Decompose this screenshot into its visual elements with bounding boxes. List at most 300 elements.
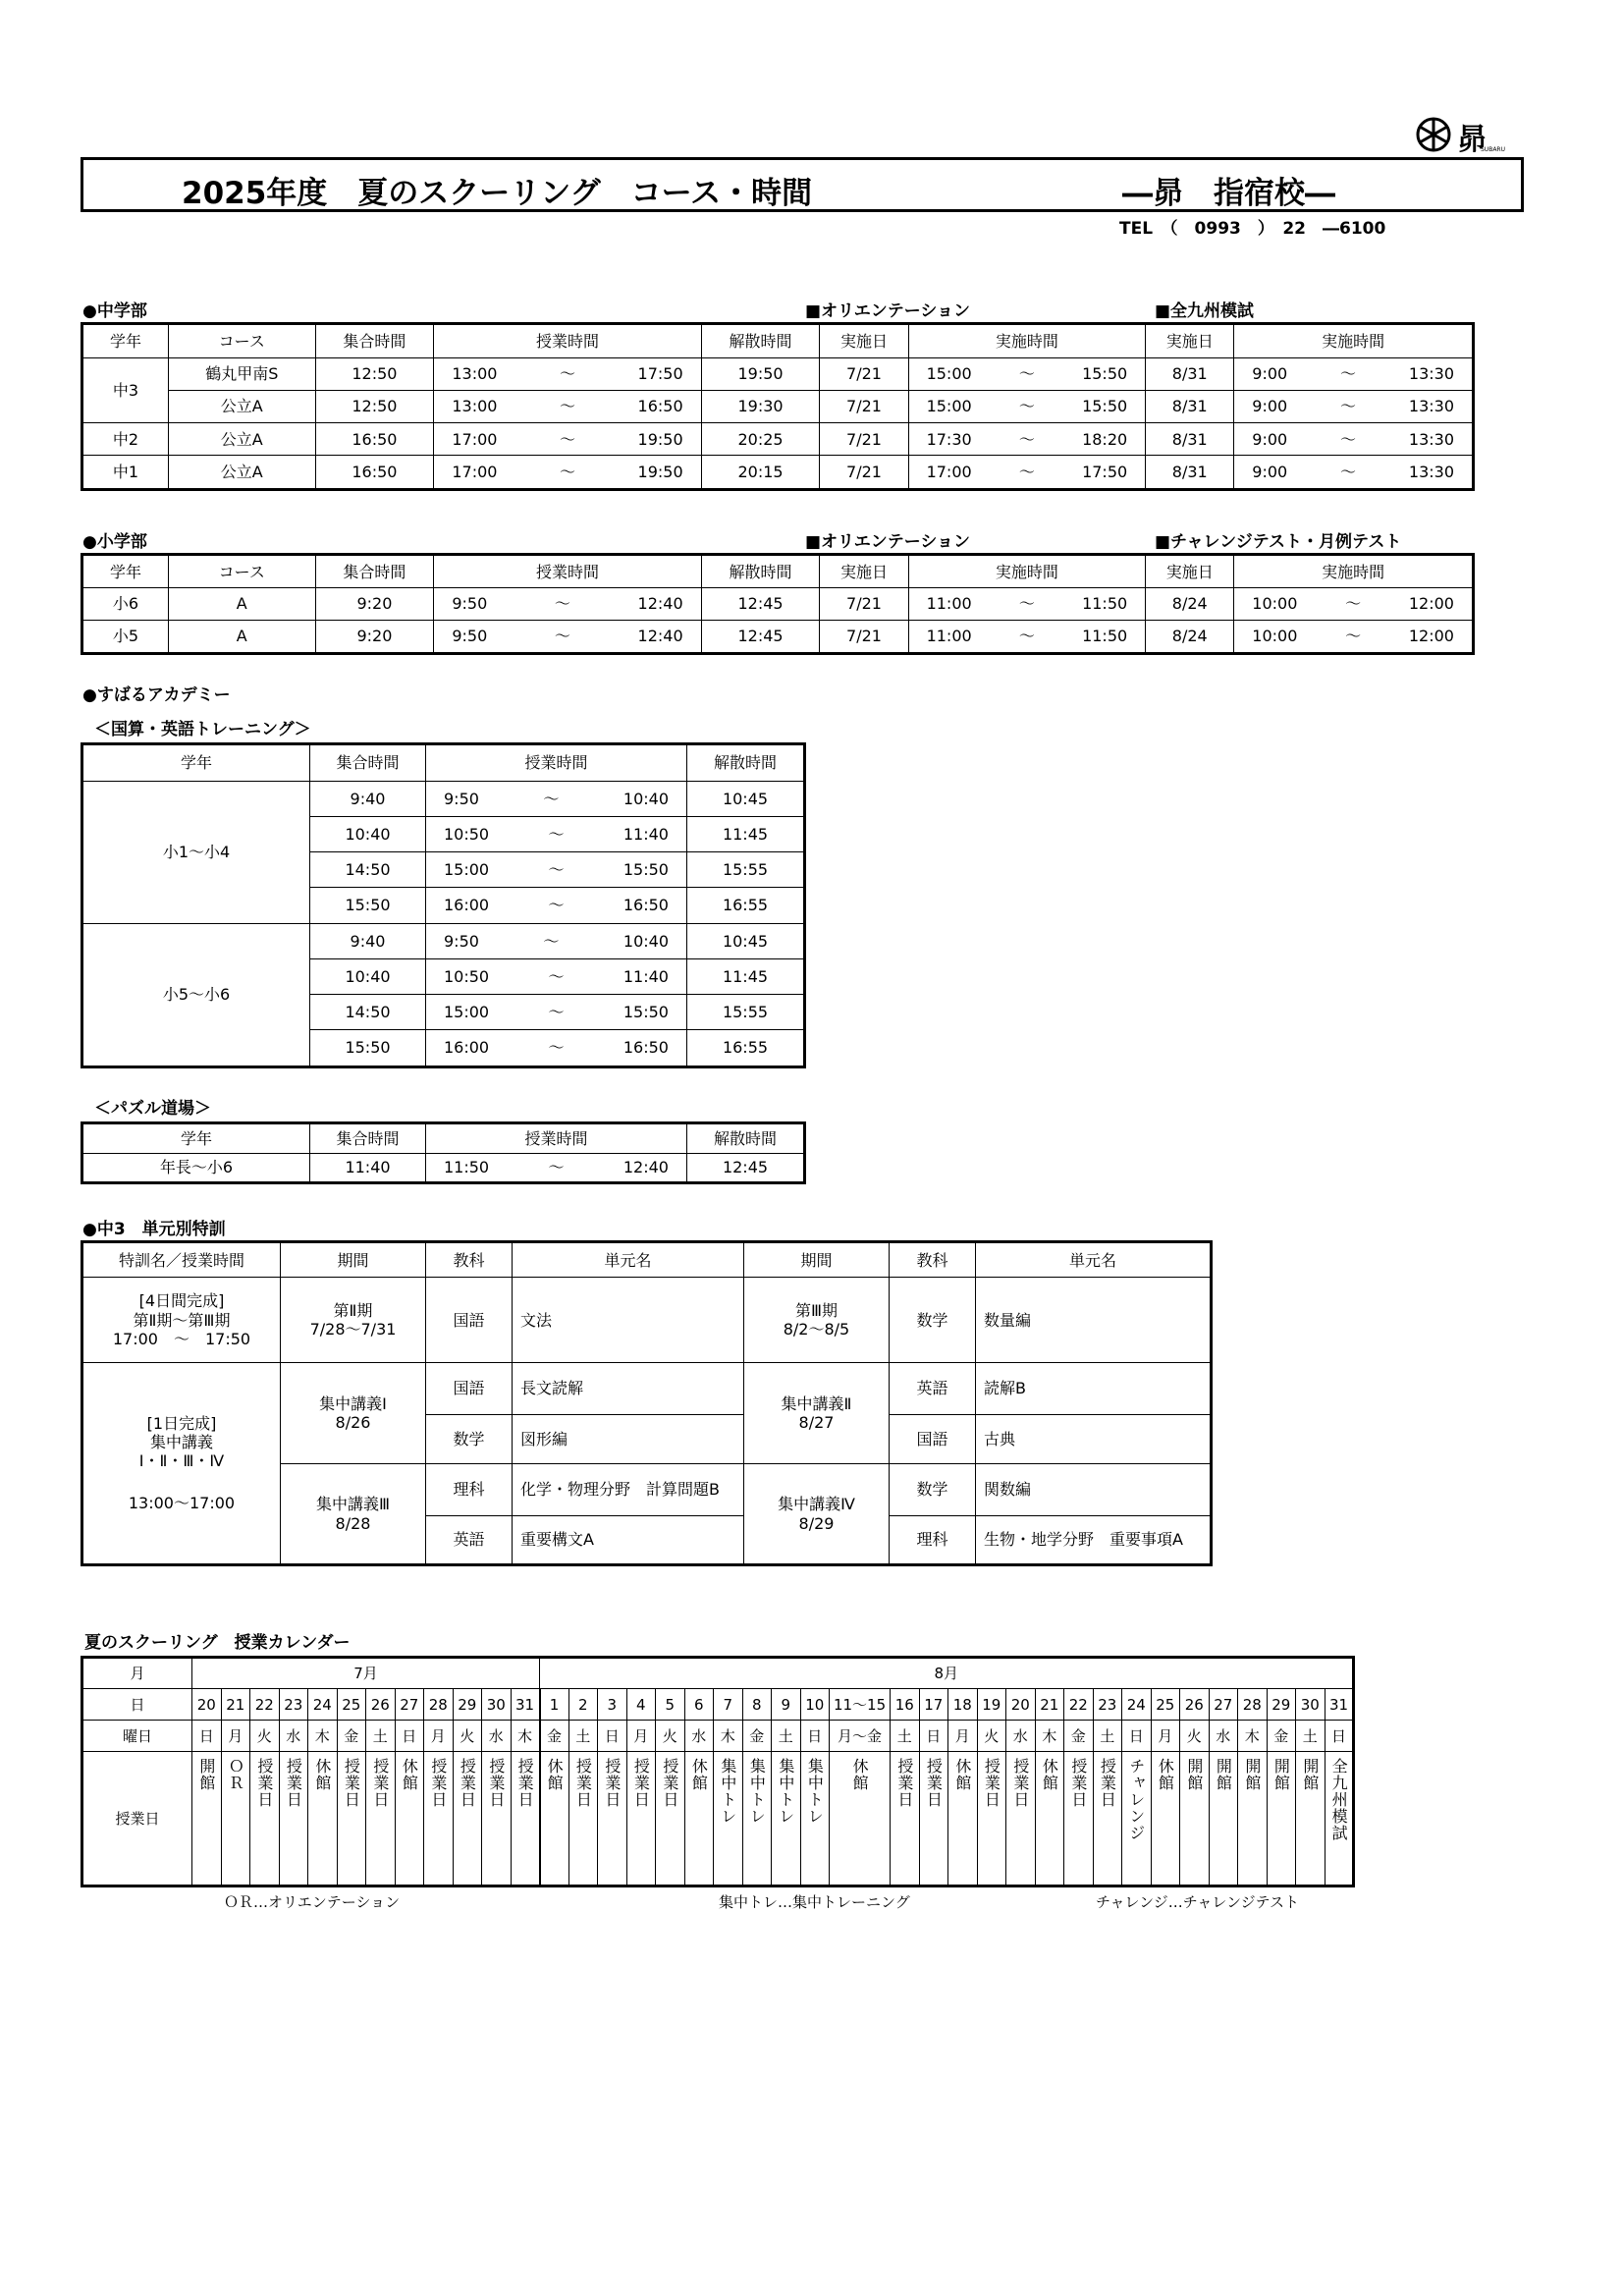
jh-section-label: ●中学部 — [82, 301, 147, 321]
dismiss-cell: 11:45 — [687, 817, 805, 852]
elem-test-label: ■チャレンジテスト・月例テスト — [1155, 532, 1402, 552]
col-header: 授業時間 — [426, 744, 687, 782]
calendar-entry — [684, 1752, 714, 1886]
calendar-weekday: 月 — [221, 1721, 250, 1752]
tilde: ～ — [1018, 463, 1035, 481]
tilde: ～ — [559, 429, 575, 449]
elem-table — [81, 553, 1475, 655]
period-dates: 8/2～8/5 — [783, 1320, 850, 1339]
test-time — [1234, 620, 1474, 653]
calendar-day: 6 — [684, 1689, 714, 1721]
calendar-note: 集中トレ…集中トレーニング — [719, 1893, 910, 1911]
dismiss-cell: 16:55 — [687, 1030, 805, 1067]
calendar-weekday: 金 — [337, 1721, 366, 1752]
period-cell — [281, 1363, 426, 1464]
class-time-cell — [434, 390, 701, 422]
unit-cell: 化学・物理分野 計算問題B — [513, 1464, 744, 1515]
tilde: ～ — [1345, 594, 1362, 614]
calendar-weekday: 土 — [1093, 1721, 1122, 1752]
tilde: ～ — [548, 1002, 565, 1021]
orientation-time — [908, 588, 1146, 621]
jh-exam-label: ■全九州模試 — [1155, 301, 1255, 321]
grade-cell: 小5～小6 — [82, 923, 310, 1066]
grade-cell: 中1 — [82, 456, 169, 490]
calendar-note: チャレンジ…チャレンジテスト — [1096, 1893, 1300, 1911]
dismiss-cell: 20:15 — [701, 456, 820, 490]
calendar-entry — [742, 1752, 772, 1886]
calendar-weekday: 土 — [568, 1721, 598, 1752]
calendar-entry — [1093, 1752, 1122, 1886]
tilde: ～ — [559, 364, 575, 384]
calendar-day: 31 — [511, 1689, 540, 1721]
calendar-entry-text: 授業日 — [894, 1758, 914, 1808]
calendar-entry — [714, 1752, 743, 1886]
course-cell: A — [169, 620, 315, 653]
unit-cell: 図形編 — [513, 1414, 744, 1463]
tilde: ～ — [554, 594, 570, 614]
time-end: 17:50 — [637, 364, 683, 384]
dismiss-cell: 15:55 — [687, 994, 805, 1029]
calendar-entry-text: 授業日 — [1098, 1758, 1117, 1808]
time-start: 17:00 — [926, 463, 972, 481]
calendar-day: 17 — [919, 1689, 948, 1721]
table-row — [82, 456, 1474, 490]
tilde: ～ — [1340, 429, 1357, 449]
tilde: ～ — [548, 1038, 565, 1058]
calendar-entry — [656, 1752, 685, 1886]
unit-cell: 生物・地学分野 重要事項A — [976, 1515, 1212, 1565]
time-start: 13:00 — [452, 397, 498, 416]
orientation-date: 7/21 — [820, 456, 908, 490]
tilde: ～ — [1018, 429, 1035, 449]
class-time-cell — [434, 456, 701, 490]
time-end: 15:50 — [1082, 397, 1128, 416]
calendar-weekday: 木 — [1035, 1721, 1064, 1752]
test-date: 8/24 — [1146, 620, 1234, 653]
calendar-entry-text: 授業日 — [284, 1758, 303, 1808]
calendar-entry-text: 授業日 — [631, 1758, 651, 1808]
period-cell — [744, 1464, 890, 1565]
academy-header-row — [82, 744, 805, 782]
class-time-cell — [426, 958, 687, 994]
subject-cell: 英語 — [890, 1363, 976, 1414]
unit-cell: 重要構文A — [513, 1515, 744, 1565]
calendar-entry-text: 授業日 — [458, 1758, 477, 1808]
subject-cell: 数学 — [890, 1464, 976, 1515]
table-row — [82, 390, 1474, 422]
training-name-cell — [82, 1278, 281, 1363]
exam-date: 8/31 — [1146, 357, 1234, 390]
col-header: 解散時間 — [687, 1123, 805, 1154]
logo-kanji: 昴 — [1457, 123, 1487, 157]
calendar-day: 28 — [1238, 1689, 1268, 1721]
unit-table — [81, 1240, 1213, 1566]
dismiss-cell: 11:45 — [687, 958, 805, 994]
calendar-weekday: 火 — [656, 1721, 685, 1752]
subject-cell: 数学 — [890, 1278, 976, 1363]
time-start: 9:50 — [444, 931, 479, 951]
calendar-day: 29 — [453, 1689, 482, 1721]
period-cell — [281, 1464, 426, 1565]
jh-header-row — [82, 324, 1474, 358]
time-start: 9:00 — [1252, 429, 1288, 449]
calendar-day: 11～15 — [830, 1689, 891, 1721]
calendar-day: 7 — [714, 1689, 743, 1721]
calendar-entry — [279, 1752, 308, 1886]
dismiss-cell: 19:30 — [701, 390, 820, 422]
dismiss-cell: 16:55 — [687, 888, 805, 923]
calendar-weekday: 金 — [1064, 1721, 1094, 1752]
training-name-cell — [82, 1363, 281, 1565]
grade-cell: 中2 — [82, 423, 169, 456]
calendar-day: 20 — [192, 1689, 222, 1721]
time-start: 9:00 — [1252, 463, 1288, 481]
calendar-entry-text: 授業日 — [924, 1758, 944, 1808]
class-time-cell — [426, 994, 687, 1029]
exam-date: 8/31 — [1146, 423, 1234, 456]
time-start: 17:00 — [452, 463, 498, 481]
dismiss-cell: 12:45 — [701, 588, 820, 621]
calendar-entry-text: 全九州模試 — [1329, 1758, 1349, 1841]
calendar-weekday: 水 — [1209, 1721, 1238, 1752]
gather-cell: 16:50 — [315, 456, 434, 490]
calendar-day: 8 — [742, 1689, 772, 1721]
time-start: 13:00 — [452, 364, 498, 384]
dismiss-cell: 10:45 — [687, 923, 805, 958]
month-august: 8月 — [540, 1658, 1354, 1689]
calendar-entry — [221, 1752, 250, 1886]
calendar-weekday: 日 — [192, 1721, 222, 1752]
calendar-entry — [1238, 1752, 1268, 1886]
calendar-weekday: 土 — [1296, 1721, 1325, 1752]
dismiss-cell: 12:45 — [687, 1153, 805, 1183]
calendar-day: 3 — [598, 1689, 627, 1721]
course-cell: 公立A — [169, 423, 315, 456]
calendar-day: 26 — [366, 1689, 396, 1721]
col-header: 授業時間 — [434, 555, 701, 588]
calendar-entry — [453, 1752, 482, 1886]
jh-orientation-label: ■オリエンテーション — [805, 301, 971, 321]
training-name-line: 第Ⅱ期～第Ⅲ期 — [133, 1310, 231, 1330]
calendar-entry — [1325, 1752, 1354, 1886]
class-time-cell — [426, 923, 687, 958]
time-end: 12:40 — [637, 594, 683, 614]
calendar-day: 30 — [482, 1689, 512, 1721]
course-cell: A — [169, 588, 315, 621]
tilde: ～ — [543, 931, 560, 951]
dismiss-cell: 19:50 — [701, 357, 820, 390]
calendar-weekday: 土 — [891, 1721, 920, 1752]
calendar-entry-text: 集中トレ — [776, 1758, 795, 1825]
exam-time — [1234, 357, 1474, 390]
calendar-entry — [1035, 1752, 1064, 1886]
calendar-entry-text: 開館 — [1271, 1758, 1291, 1791]
calendar-weekday: 木 — [511, 1721, 540, 1752]
table-row — [82, 781, 805, 816]
time-start: 10:50 — [444, 966, 490, 986]
time-end: 11:50 — [1082, 594, 1128, 614]
time-start: 11:50 — [444, 1158, 490, 1177]
time-end: 10:40 — [622, 931, 669, 951]
col-header: コース — [169, 324, 315, 358]
gather-cell: 11:40 — [310, 1153, 426, 1183]
calendar-entry-text: 授業日 — [1068, 1758, 1088, 1808]
tilde: ～ — [559, 463, 575, 481]
gather-cell: 9:20 — [315, 588, 434, 621]
col-header: 学年 — [82, 1123, 310, 1154]
dismiss-cell: 10:45 — [687, 781, 805, 816]
time-end: 18:20 — [1082, 429, 1128, 449]
unit-cell: 読解B — [976, 1363, 1212, 1414]
exam-time — [1234, 423, 1474, 456]
time-start: 15:00 — [926, 364, 972, 384]
gather-cell: 14:50 — [310, 852, 426, 888]
calendar-entry-text: 授業日 — [660, 1758, 679, 1808]
calendar-entry-text: 授業日 — [602, 1758, 622, 1808]
calendar-entry-text: 集中トレ — [805, 1758, 825, 1825]
period-dates: 7/28～7/31 — [309, 1320, 397, 1339]
table-row — [82, 357, 1474, 390]
logo — [1414, 115, 1522, 157]
subject-cell: 国語 — [890, 1414, 976, 1463]
grade-cell: 小6 — [82, 588, 169, 621]
col-header: 学年 — [82, 555, 169, 588]
col-header: 実施日 — [820, 555, 908, 588]
calendar-weekday: 金 — [742, 1721, 772, 1752]
time-start: 9:50 — [452, 627, 488, 646]
calendar-weekday: 木 — [1238, 1721, 1268, 1752]
calendar-entry-text: 休館 — [312, 1758, 332, 1791]
calendar-weekday: 日 — [1325, 1721, 1354, 1752]
class-time-cell — [426, 1153, 687, 1183]
calendar-day: 23 — [279, 1689, 308, 1721]
time-end: 13:30 — [1408, 364, 1454, 384]
calendar-day: 27 — [395, 1689, 424, 1721]
calendar-weekday: 月 — [424, 1721, 454, 1752]
class-time-cell — [426, 781, 687, 816]
col-header: 集合時間 — [315, 555, 434, 588]
col-header: 特訓名／授業時間 — [82, 1242, 281, 1278]
puzzle-header-row — [82, 1123, 805, 1154]
grade-cell: 中3 — [82, 357, 169, 422]
calendar-entry — [568, 1752, 598, 1886]
time-end: 11:40 — [622, 966, 669, 986]
training-label: ＜国算・英語トレーニング＞ — [94, 720, 311, 739]
course-cell: 鶴丸甲南S — [169, 357, 315, 390]
time-start: 9:00 — [1252, 364, 1288, 384]
col-header: 学年 — [82, 324, 169, 358]
calendar-weekday: 月 — [1151, 1721, 1180, 1752]
dismiss-cell: 15:55 — [687, 852, 805, 888]
calendar-entry — [482, 1752, 512, 1886]
orientation-time — [908, 620, 1146, 653]
calendar-entry — [1267, 1752, 1296, 1886]
calendar-entry-text: 授業日 — [428, 1758, 448, 1808]
gather-cell: 10:40 — [310, 817, 426, 852]
calendar-day: 25 — [1151, 1689, 1180, 1721]
tilde: ～ — [1018, 397, 1035, 416]
calendar-entry — [598, 1752, 627, 1886]
class-time-cell — [426, 817, 687, 852]
calendar-title: 夏のスクーリング 授業カレンダー — [84, 1633, 351, 1653]
gather-cell: 12:50 — [315, 390, 434, 422]
training-name-line: 集中講義 — [149, 1432, 213, 1451]
subject-cell: 英語 — [426, 1515, 513, 1565]
calendar-entry — [308, 1752, 338, 1886]
time-start: 9:50 — [452, 594, 488, 614]
calendar-entry — [1006, 1752, 1036, 1886]
calendar-day: 21 — [221, 1689, 250, 1721]
unit-header-row — [82, 1242, 1212, 1278]
course-cell: 公立A — [169, 456, 315, 490]
calendar-entry — [626, 1752, 656, 1886]
calendar-day: 29 — [1267, 1689, 1296, 1721]
calendar-day: 4 — [626, 1689, 656, 1721]
calendar-entry — [192, 1752, 222, 1886]
col-header: 単元名 — [513, 1242, 744, 1278]
time-start: 16:00 — [444, 1038, 490, 1058]
calendar-weekday: 日 — [598, 1721, 627, 1752]
period-name: 第Ⅱ期 — [333, 1301, 373, 1321]
period-name: 集中講義Ⅲ — [315, 1495, 391, 1514]
time-start: 16:00 — [444, 896, 490, 915]
calendar-entry — [919, 1752, 948, 1886]
subject-cell: 数学 — [426, 1414, 513, 1463]
col-header: 実施日 — [1146, 324, 1234, 358]
calendar-day: 22 — [1064, 1689, 1094, 1721]
time-end: 13:30 — [1408, 397, 1454, 416]
time-end: 13:30 — [1408, 429, 1454, 449]
class-time-cell — [426, 1030, 687, 1067]
elem-header-row — [82, 555, 1474, 588]
calendar-day-row — [82, 1689, 1354, 1721]
subject-cell: 理科 — [426, 1464, 513, 1515]
time-end: 13:30 — [1408, 463, 1454, 481]
calendar-weekday: 火 — [977, 1721, 1006, 1752]
tilde: ～ — [548, 966, 565, 986]
elem-section-label: ●小学部 — [82, 532, 147, 552]
calendar-entry — [337, 1752, 366, 1886]
unit-section-label: ●中3 単元別特訓 — [82, 1220, 226, 1239]
gather-cell: 9:40 — [310, 781, 426, 816]
period-cell — [281, 1278, 426, 1363]
calendar-entry-text: 授業日 — [254, 1758, 274, 1808]
calendar-day: 10 — [800, 1689, 830, 1721]
calendar-weekday: 火 — [1180, 1721, 1210, 1752]
time-start: 15:00 — [444, 860, 490, 880]
tilde: ～ — [548, 825, 565, 845]
orientation-time — [908, 423, 1146, 456]
calendar-entry-text: 開館 — [1242, 1758, 1262, 1791]
col-header: 解散時間 — [687, 744, 805, 782]
subaru-logo-icon — [1414, 115, 1453, 154]
calendar-weekday: 水 — [482, 1721, 512, 1752]
row-label: 曜日 — [82, 1721, 192, 1752]
tilde: ～ — [554, 627, 570, 646]
col-header: 授業時間 — [434, 324, 701, 358]
class-time-cell — [434, 357, 701, 390]
grade-cell: 年長～小6 — [82, 1153, 310, 1183]
tilde: ～ — [548, 896, 565, 915]
calendar-entry — [977, 1752, 1006, 1886]
logo-latin: SUBARU — [1481, 146, 1505, 153]
calendar-weekday: 日 — [919, 1721, 948, 1752]
col-header: 集合時間 — [310, 1123, 426, 1154]
calendar-entry-text: 授業日 — [342, 1758, 361, 1808]
calendar-entry — [1180, 1752, 1210, 1886]
calendar-month-row — [82, 1658, 1354, 1689]
academy-table — [81, 742, 806, 1068]
dismiss-cell: 12:45 — [701, 620, 820, 653]
calendar-entry — [948, 1752, 978, 1886]
title-box — [81, 157, 1524, 212]
calendar-day: 26 — [1180, 1689, 1210, 1721]
orientation-date: 7/21 — [820, 588, 908, 621]
grade-cell: 小1～小4 — [82, 781, 310, 923]
class-time-cell — [434, 620, 701, 653]
gather-cell: 12:50 — [315, 357, 434, 390]
col-header: 実施日 — [820, 324, 908, 358]
gather-cell: 10:40 — [310, 958, 426, 994]
time-start: 10:50 — [444, 825, 490, 845]
calendar-entry-text: 集中トレ — [718, 1758, 737, 1825]
training-name-line: Ⅰ・Ⅱ・Ⅲ・Ⅳ — [138, 1451, 225, 1471]
calendar-day: 23 — [1093, 1689, 1122, 1721]
subject-cell: 国語 — [426, 1363, 513, 1414]
calendar-entry — [1209, 1752, 1238, 1886]
time-end: 15:50 — [622, 1002, 669, 1021]
orientation-time — [908, 456, 1146, 490]
calendar-day: 24 — [308, 1689, 338, 1721]
time-end: 10:40 — [622, 789, 669, 808]
row-label: 日 — [82, 1689, 192, 1721]
col-header: 教科 — [890, 1242, 976, 1278]
exam-date: 8/31 — [1146, 390, 1234, 422]
unit-cell: 関数編 — [976, 1464, 1212, 1515]
calendar-day: 5 — [656, 1689, 685, 1721]
col-header: 教科 — [426, 1242, 513, 1278]
time-end: 15:50 — [1082, 364, 1128, 384]
col-header: 集合時間 — [315, 324, 434, 358]
tilde: ～ — [1345, 627, 1362, 646]
tilde: ～ — [1340, 364, 1357, 384]
calendar-entry-text: ＯＲ — [226, 1758, 245, 1791]
time-start: 17:30 — [926, 429, 972, 449]
calendar-weekday: 月～金 — [830, 1721, 891, 1752]
puzzle-table — [81, 1121, 806, 1184]
time-start: 11:00 — [926, 627, 972, 646]
table-row — [82, 1278, 1212, 1363]
time-end: 19:50 — [637, 463, 683, 481]
calendar-entry — [250, 1752, 280, 1886]
calendar-dow-row — [82, 1721, 1354, 1752]
class-time-cell — [434, 423, 701, 456]
time-start: 17:00 — [452, 429, 498, 449]
unit-cell: 古典 — [976, 1414, 1212, 1463]
puzzle-label: ＜パズル道場＞ — [94, 1099, 211, 1119]
time-end: 16:50 — [622, 896, 669, 915]
calendar-entry — [540, 1752, 569, 1886]
calendar-entry — [1064, 1752, 1094, 1886]
tilde: ～ — [548, 860, 565, 880]
col-header: 単元名 — [976, 1242, 1212, 1278]
table-row — [82, 620, 1474, 653]
tilde: ～ — [543, 789, 560, 808]
calendar-weekday: 金 — [540, 1721, 569, 1752]
unit-cell: 文法 — [513, 1278, 744, 1363]
calendar-entry — [366, 1752, 396, 1886]
table-row — [82, 588, 1474, 621]
